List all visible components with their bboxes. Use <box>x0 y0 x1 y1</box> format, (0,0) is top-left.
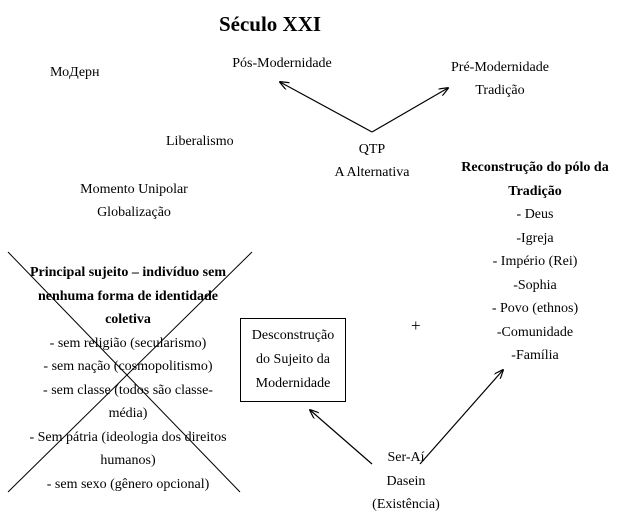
deconstruction-line-1: Desconstrução <box>251 328 335 343</box>
existence-line: (Existência) <box>372 497 440 512</box>
post-modernity-label: Pós-Modernidade <box>232 56 332 71</box>
page-title: Século XXI <box>218 12 322 36</box>
globalization-line: Globalização <box>97 205 171 220</box>
deconstruction-box <box>240 318 346 402</box>
liberalism-label: Liberalismo <box>166 134 234 149</box>
principal-subject-heading-2: nenhuma forma de identidade <box>37 288 219 304</box>
unipolar-label <box>54 178 214 224</box>
qtp-label <box>312 138 432 184</box>
dasein-line: Dasein <box>386 473 426 489</box>
principal-subject-item: - sem religião (secularismo) <box>49 335 207 351</box>
plus-sign: + <box>411 316 421 335</box>
reconstruction-block <box>430 156 640 368</box>
reconstruction-item: -Comunidade <box>496 324 574 340</box>
principal-subject-block <box>0 261 256 496</box>
reconstruction-item: -Família <box>511 348 559 363</box>
reconstruction-item: -Igreja <box>516 230 554 246</box>
dasein-label <box>346 446 466 517</box>
reconstruction-heading-2: Tradição <box>508 183 562 199</box>
principal-subject-item: - Sem pátria (ideologia dos direitos <box>29 429 227 445</box>
tradition-line: Tradição <box>475 83 525 98</box>
principal-subject-heading-3: coletiva <box>105 312 151 327</box>
reconstruction-item: -Sophia <box>513 277 557 293</box>
principal-subject-heading-1: Principal sujeito – indivíduo sem <box>29 265 227 280</box>
arrow-to-post-modernity <box>280 82 372 132</box>
reconstruction-heading-1: Reconstrução do pólo da <box>461 160 609 175</box>
modern-label: МоДерн <box>50 65 100 80</box>
principal-subject-item: média) <box>108 406 148 421</box>
ser-ai-line: Ser-Aí <box>387 450 425 465</box>
deconstruction-line-2: do Sujeito da <box>256 352 330 367</box>
qtp-line: QTP <box>358 142 386 157</box>
pre-modernity-label <box>420 56 580 102</box>
pre-modernity-line-1: Pré-Modernidade <box>451 60 549 75</box>
deconstruction-line-3: Modernidade <box>255 376 331 391</box>
reconstruction-item: - Império (Rei) <box>492 254 578 269</box>
principal-subject-item: humanos) <box>100 453 156 468</box>
principal-subject-item: - sem nação (cosmopolitismo) <box>43 359 213 374</box>
principal-subject-item: - sem classe (todos são classe- <box>43 382 213 398</box>
principal-subject-item: - sem sexo (gênero opcional) <box>46 476 210 492</box>
alternative-line: A Alternativa <box>334 165 410 180</box>
unipolar-line: Momento Unipolar <box>80 182 188 197</box>
reconstruction-item: - Deus <box>516 207 554 222</box>
reconstruction-item: - Povo (ethnos) <box>491 301 579 316</box>
